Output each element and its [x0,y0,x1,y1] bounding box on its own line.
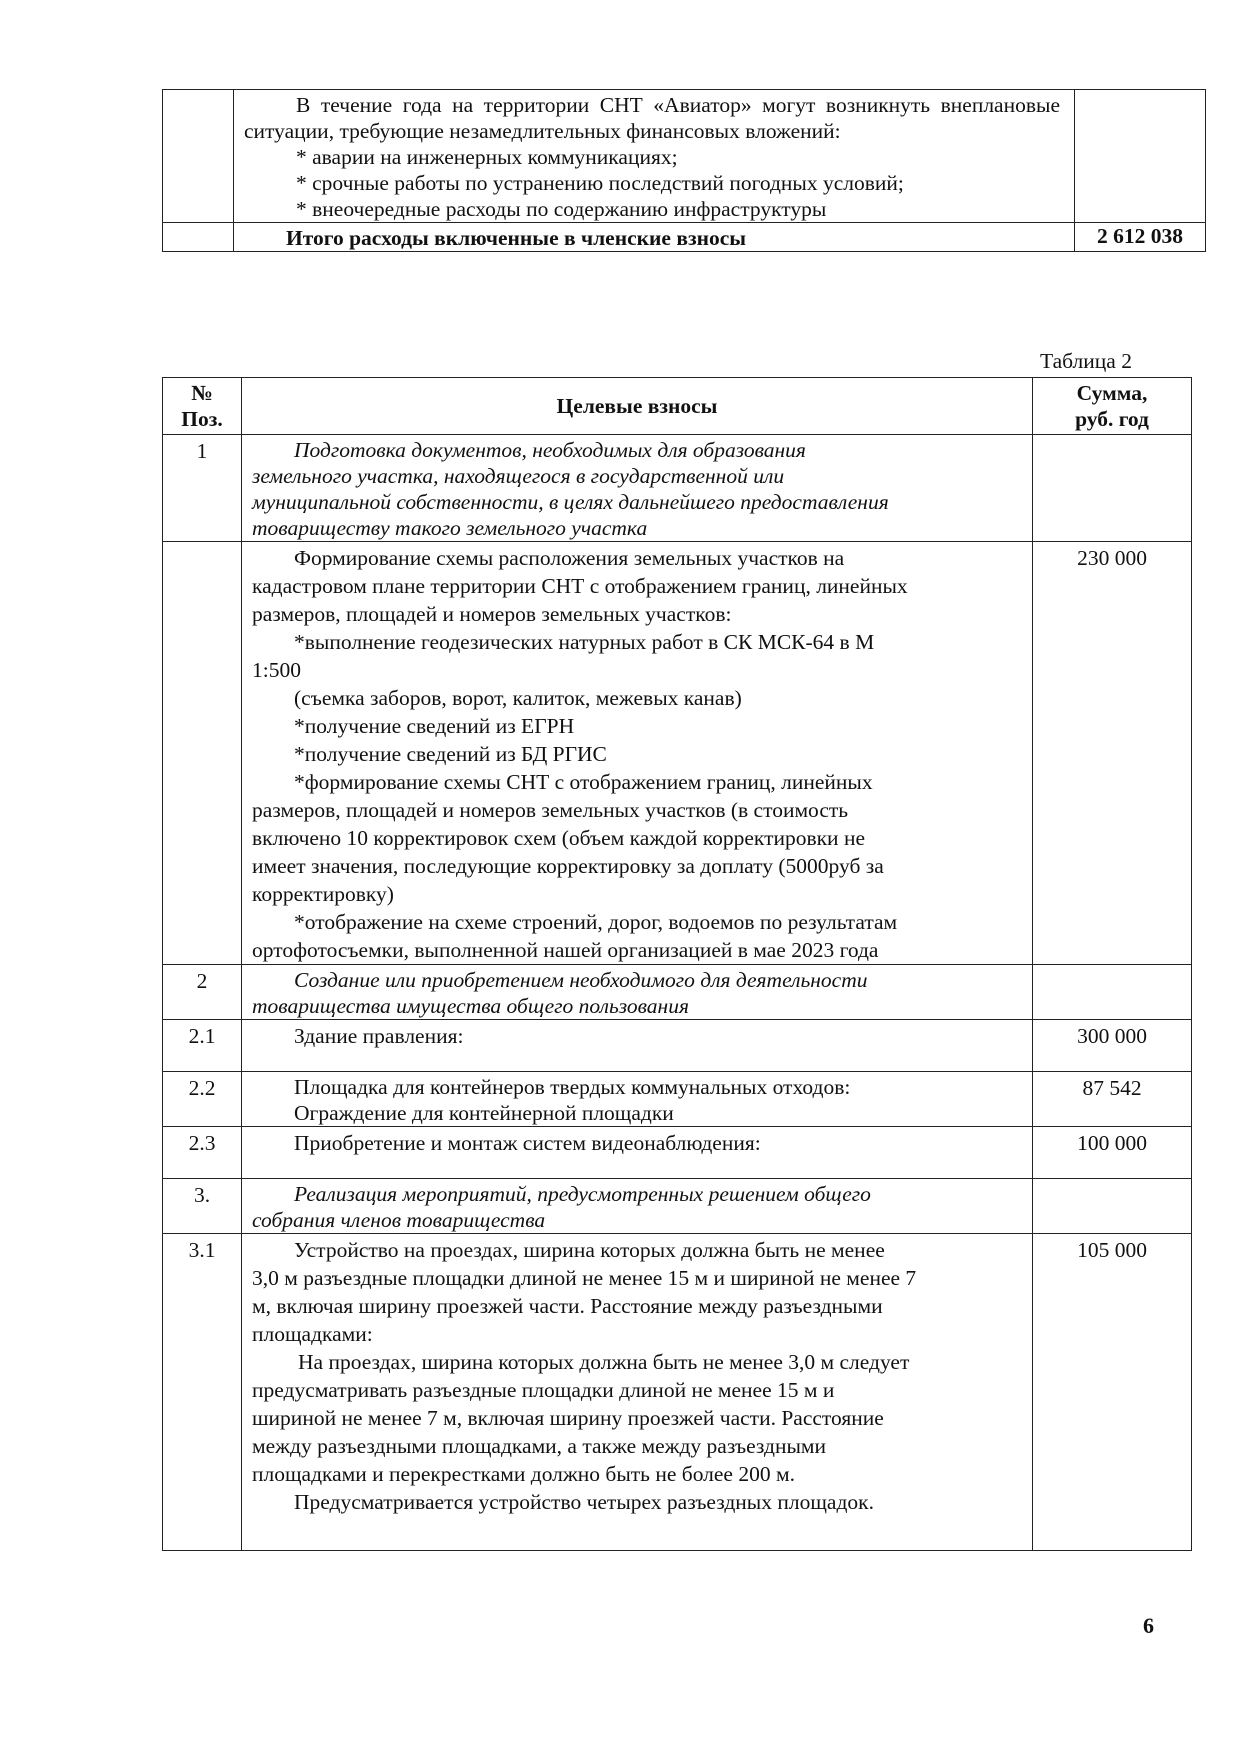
text-line: *выполнение геодезических натурных работ в СК МСК-64 в М [294,630,875,654]
text-line: Площадка для контейнеров твердых коммунальных отходов: [294,1075,851,1099]
row-value: 100 000 [1033,1127,1192,1179]
row-description [242,542,1033,965]
text-line: площадками и перекрестками должно быть не более 200 м. [252,1462,795,1486]
text-line: размеров, площадей и номеров земельных участков (в стоимость [252,798,849,822]
text-line: (съемка заборов, ворот, калиток, межевых канав) [294,686,742,710]
sum-cell [1075,90,1206,223]
text-line: Приобретение и монтаж систем видеонаблюдения: [294,1131,761,1155]
total-value: 2 612 038 [1075,223,1206,252]
row-value: 230 000 [1033,542,1192,965]
text-line: размеров, площадей и номеров земельных участков: [252,602,732,626]
row-description [242,1072,1033,1127]
row-num: 1 [163,435,242,542]
text-line: собрания членов товарищества [252,1208,546,1232]
text-line: между разъездными площадками, а также между разъездными [252,1434,827,1458]
header-num-line: Поз. [181,407,223,431]
text-line: ортофотосъемки, выполненной нашей организацией в мае 2023 года [252,938,879,962]
table-row [163,1234,1192,1551]
row-description [242,1020,1033,1072]
target-contributions-table [162,377,1192,1551]
header-num [163,378,242,435]
text-line: Ограждение для контейнерной площадки [294,1101,674,1125]
row-description [242,965,1033,1020]
row-num: 2.1 [163,1020,242,1072]
row-value: 105 000 [1033,1234,1192,1551]
row-num [163,542,242,965]
row-description [242,435,1033,542]
total-row [163,223,1206,252]
text-line: Создание или приобретением необходимого для деятельности [294,968,868,992]
total-label: Итого расходы включенные в членские взносы [286,226,747,250]
row-num: 2 [163,965,242,1020]
header-sum-line: руб. год [1075,407,1149,431]
bullet-item: * внеочередные расходы по содержанию инфраструктуры [296,197,827,221]
row-num: 2.2 [163,1072,242,1127]
table-row [163,1020,1192,1072]
table-row [163,90,1206,223]
text-line: Формирование схемы расположения земельных участков на [294,546,845,570]
table-row [163,1179,1192,1234]
text-line: Подготовка документов, необходимых для образования [294,438,806,462]
table-row [163,1127,1192,1179]
bullet-item: * срочные работы по устранению последствий погодных условий; [296,171,904,195]
header-title: Целевые взносы [242,378,1033,435]
text-line: м, включая ширину проезжей части. Расстояние между разъездными [252,1294,883,1318]
row-num: 2.3 [163,1127,242,1179]
row-description [242,1179,1033,1234]
text-line: 1:500 [252,658,301,682]
row-value [1033,1179,1192,1234]
text-line: товариществу такого земельного участка [252,516,648,540]
text-line: 3,0 м разъездные площадки длиной не менее 15 м и шириной не менее 7 [252,1266,917,1290]
header-sum-line: Сумма, [1076,381,1148,405]
header-row [163,378,1192,435]
row-value [1033,435,1192,542]
expenses-table-continuation [162,89,1206,252]
text-line: *получение сведений из ЕГРН [294,714,575,738]
text-line: муниципальной собственности, в целях дальнейшего предоставления [252,490,889,514]
row-value: 300 000 [1033,1020,1192,1072]
bullet-item: * аварии на инженерных коммуникациях; [296,145,678,169]
text-line: *отображение на схеме строений, дорог, водоемов по результатам [294,910,898,934]
paragraph: В течение года на территории СНТ «Авиатор» могут возникнуть внеплановые ситуации, требующие незамедлительных финансовых вложений: [244,93,1060,143]
row-description [242,1234,1033,1551]
table-row [163,965,1192,1020]
text-line: включено 10 корректировок схем (объем каждой корректировки не [252,826,865,850]
text-line: *получение сведений из БД РГИС [294,742,607,766]
text-line: Предусматривается устройство четырех разъездных площадок. [294,1490,874,1514]
row-description [242,1127,1033,1179]
table-row [163,542,1192,965]
text-line: шириной не менее 7 м, включая ширину проезжей части. Расстояние [252,1406,884,1430]
num-cell [163,90,234,223]
text-line: На проездах, ширина которых должна быть не менее 3,0 м следует [298,1350,910,1374]
row-num: 3.1 [163,1234,242,1551]
total-label-cell [234,223,1075,252]
text-line: предусматривать разъездные площадки длиной не менее 15 м и [252,1378,835,1402]
row-num: 3. [163,1179,242,1234]
header-sum [1033,378,1192,435]
text-line: Устройство на проездах, ширина которых должна быть не менее [294,1238,885,1262]
text-line: *формирование схемы СНТ с отображением границ, линейных [294,770,873,794]
text-line: Здание правления: [294,1024,464,1048]
header-num-line: № [191,381,213,405]
table-caption: Таблица 2 [1040,349,1132,373]
table-row [163,1072,1192,1127]
text-line: земельного участка, находящегося в государственной или [252,464,785,488]
row-value: 87 542 [1033,1072,1192,1127]
text-line: товарищества имущества общего пользования [252,994,689,1018]
page-number: 6 [1143,1613,1154,1638]
text-line: кадастровом плане территории СНТ с отображением границ, линейных [252,574,908,598]
table-row [163,435,1192,542]
description-cell [234,90,1075,223]
text-line: площадками: [252,1322,373,1346]
text-line: имеет значения, последующие корректировку за доплату (5000руб за [252,854,884,878]
row-value [1033,965,1192,1020]
text-line: Реализация мероприятий, предусмотренных решением общего [294,1182,871,1206]
text-line: корректировку) [252,882,394,906]
num-cell [163,223,234,252]
